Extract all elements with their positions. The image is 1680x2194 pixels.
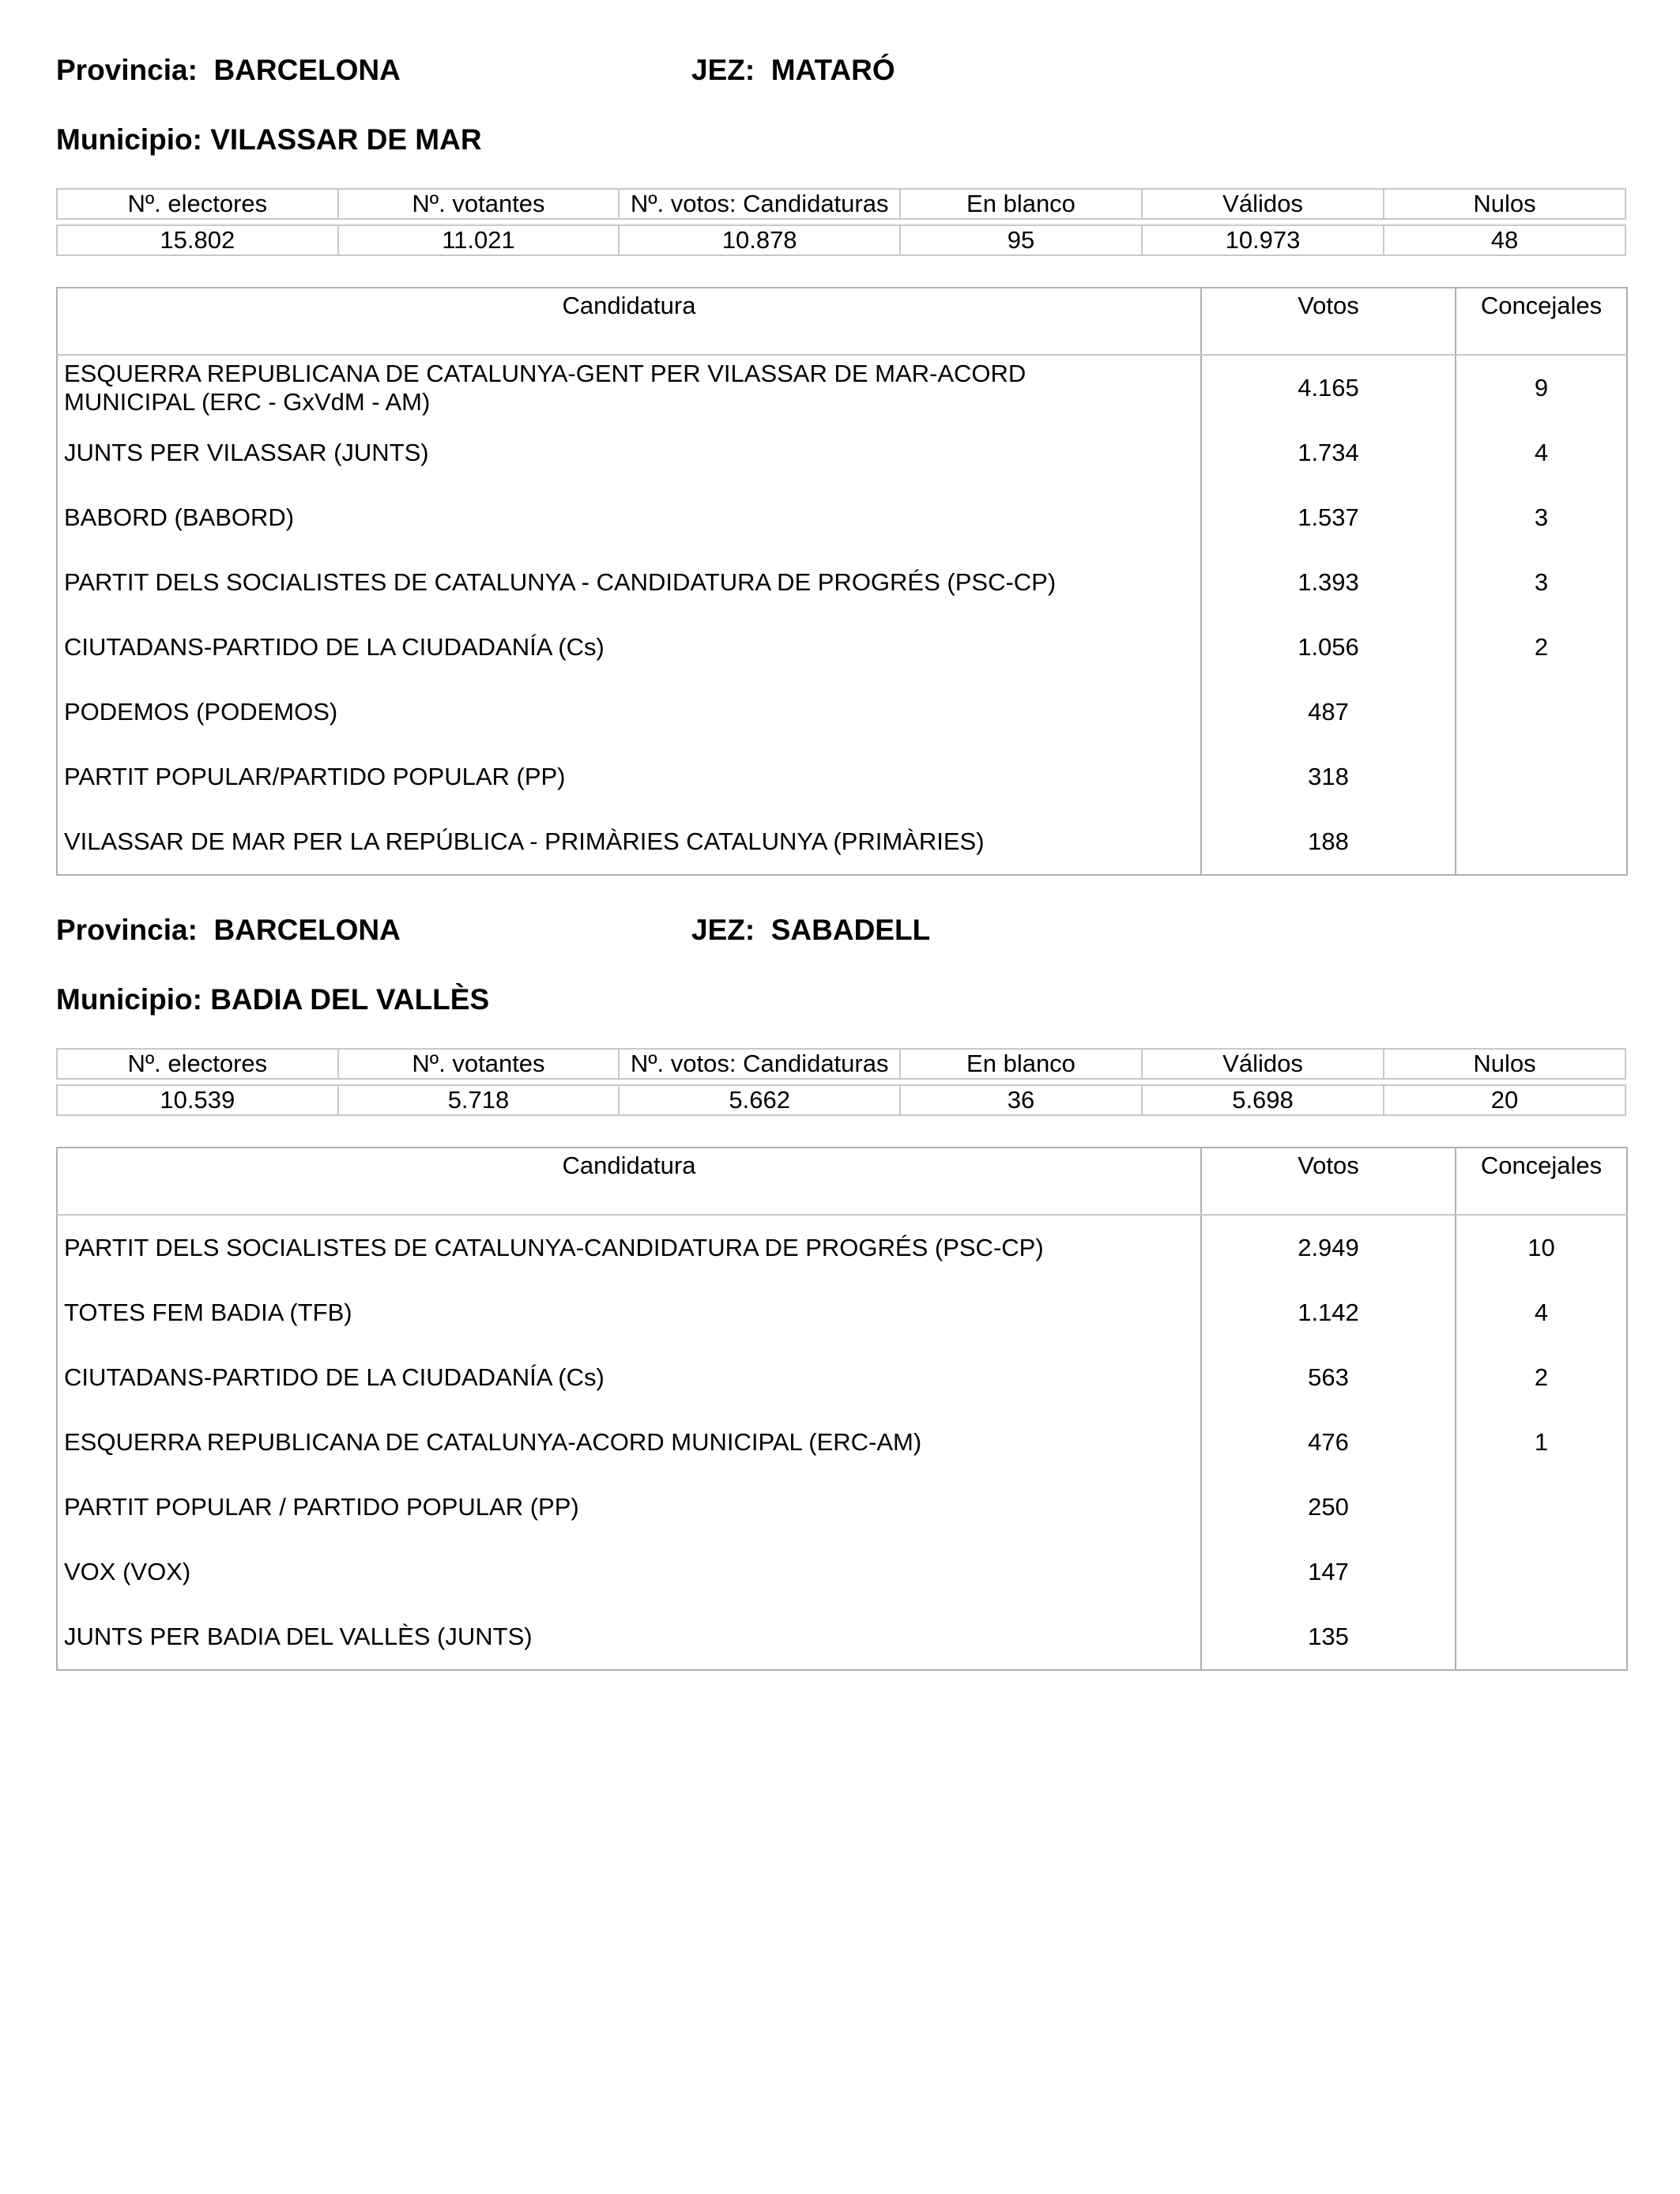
summary-header-row	[57, 1049, 1625, 1079]
candidatura-name: CIUTADANS-PARTIDO DE LA CIUDADANÍA (Cs)	[64, 1363, 605, 1391]
candidatura-name: VILASSAR DE MAR PER LA REPÚBLICA - PRIMÀRIES CATALUNYA (PRIMÀRIES)	[64, 827, 985, 855]
summary-value-cell: 95	[900, 225, 1142, 255]
municipio-heading: Municipio: BADIA DEL VALLÈS	[56, 983, 490, 1016]
concejales-value: 4	[1456, 420, 1627, 485]
candidatura-name: JUNTS PER BADIA DEL VALLÈS (JUNTS)	[64, 1623, 533, 1650]
candidatura-name: ESQUERRA REPUBLICANA DE CATALUNYA-ACORD MUNICIPAL (ERC-AM)	[64, 1428, 922, 1456]
candidaturas-table	[56, 1147, 1628, 1671]
summary-header-cell: Nº. votantes	[338, 189, 620, 219]
concejales-value	[1456, 1540, 1627, 1604]
table-row	[57, 1345, 1627, 1410]
candidatura-name: PARTIT DELS SOCIALISTES DE CATALUNYA - CANDIDATURA DE PROGRÉS (PSC-CP)	[64, 568, 1057, 596]
table-row	[57, 1475, 1627, 1540]
summary-value-cell: 15.802	[57, 225, 338, 255]
votos-value: 1.734	[1201, 420, 1456, 485]
table-row	[57, 1215, 1627, 1280]
candidatura-name: CIUTADANS-PARTIDO DE LA CIUDADANÍA (Cs)	[64, 633, 605, 661]
concejales-value: 1	[1456, 1410, 1627, 1475]
col-header-concejales: Concejales	[1456, 1148, 1627, 1215]
summary-value-cell: 48	[1384, 225, 1625, 255]
summary-header-cell: Nº. votantes	[338, 1049, 620, 1079]
concejales-value: 9	[1456, 355, 1627, 420]
summary-value-cell: 5.698	[1142, 1085, 1384, 1115]
table-row	[57, 550, 1627, 615]
votos-value: 188	[1201, 809, 1456, 875]
candidatura-name: TOTES FEM BADIA (TFB)	[64, 1299, 352, 1326]
summary-value-row	[57, 1085, 1625, 1115]
votos-value: 2.949	[1201, 1215, 1456, 1280]
summary-header-row	[57, 189, 1625, 219]
candidatura-name: JUNTS PER VILASSAR (JUNTS)	[64, 439, 429, 466]
table-row	[57, 615, 1627, 680]
candidaturas-header-row	[57, 288, 1627, 355]
table-row	[57, 745, 1627, 809]
votos-value: 4.165	[1201, 355, 1456, 420]
concejales-value	[1456, 1604, 1627, 1670]
concejales-value: 3	[1456, 485, 1627, 550]
table-row	[57, 355, 1627, 420]
candidatura-name: VOX (VOX)	[64, 1558, 191, 1585]
concejales-value	[1456, 1475, 1627, 1540]
votos-value: 135	[1201, 1604, 1456, 1670]
table-row	[57, 1280, 1627, 1345]
jez-heading: JEZ: MATARÓ	[691, 54, 895, 86]
votos-value: 1.393	[1201, 550, 1456, 615]
candidatura-name: PODEMOS (PODEMOS)	[64, 698, 338, 726]
concejales-value	[1456, 680, 1627, 745]
candidaturas-header-row	[57, 1148, 1627, 1215]
candidatura-name: BABORD (BABORD)	[64, 503, 295, 531]
votos-value: 1.537	[1201, 485, 1456, 550]
summary-value-cell: 5.662	[619, 1085, 900, 1115]
summary-header-cell: Nº. votos: Candidaturas	[619, 1049, 900, 1079]
candidaturas-table	[56, 287, 1628, 876]
concejales-value: 4	[1456, 1280, 1627, 1345]
table-row	[57, 1410, 1627, 1475]
votos-value: 476	[1201, 1410, 1456, 1475]
summary-header-cell: Nº. electores	[57, 189, 338, 219]
concejales-value	[1456, 809, 1627, 875]
concejales-value	[1456, 745, 1627, 809]
votos-value: 487	[1201, 680, 1456, 745]
summary-value-cell: 20	[1384, 1085, 1625, 1115]
summary-value-cell: 5.718	[338, 1085, 620, 1115]
summary-header-cell: Válidos	[1142, 1049, 1384, 1079]
candidatura-name: PARTIT POPULAR / PARTIDO POPULAR (PP)	[64, 1493, 579, 1521]
summary-header-cell: Nº. votos: Candidaturas	[619, 189, 900, 219]
summary-value-row	[57, 225, 1625, 255]
jez-heading: JEZ: SABADELL	[691, 914, 931, 946]
col-header-concejales: Concejales	[1456, 288, 1627, 355]
summary-header-cell: Nº. electores	[57, 1049, 338, 1079]
votos-value: 147	[1201, 1540, 1456, 1604]
table-row	[57, 1604, 1627, 1670]
municipio-heading: Municipio: VILASSAR DE MAR	[56, 123, 482, 156]
table-row	[57, 809, 1627, 875]
summary-header-cell: Nulos	[1384, 1049, 1625, 1079]
provincia-heading: Provincia: BARCELONA	[56, 914, 401, 946]
col-header-candidatura: Candidatura	[57, 288, 1201, 355]
summary-value-cell: 10.973	[1142, 225, 1384, 255]
col-header-votos: Votos	[1201, 1148, 1456, 1215]
summary-header-cell: Nulos	[1384, 189, 1625, 219]
summary-value-cell: 11.021	[338, 225, 620, 255]
table-row	[57, 485, 1627, 550]
summary-value-cell: 10.539	[57, 1085, 338, 1115]
summary-table	[56, 1048, 1626, 1116]
summary-value-cell: 10.878	[619, 225, 900, 255]
col-header-votos: Votos	[1201, 288, 1456, 355]
summary-header-cell: Válidos	[1142, 189, 1384, 219]
summary-header-cell: En blanco	[900, 189, 1142, 219]
votos-value: 563	[1201, 1345, 1456, 1410]
concejales-value: 2	[1456, 615, 1627, 680]
votos-value: 318	[1201, 745, 1456, 809]
summary-value-cell: 36	[900, 1085, 1142, 1115]
candidatura-name: PARTIT DELS SOCIALISTES DE CATALUNYA-CANDIDATURA DE PROGRÉS (PSC-CP)	[64, 1234, 1044, 1261]
table-row	[57, 680, 1627, 745]
summary-header-cell: En blanco	[900, 1049, 1142, 1079]
votos-value: 250	[1201, 1475, 1456, 1540]
concejales-value: 2	[1456, 1345, 1627, 1410]
concejales-value: 3	[1456, 550, 1627, 615]
table-row	[57, 1540, 1627, 1604]
col-header-candidatura: Candidatura	[57, 1148, 1201, 1215]
summary-table	[56, 188, 1626, 256]
votos-value: 1.142	[1201, 1280, 1456, 1345]
concejales-value: 10	[1456, 1215, 1627, 1280]
candidatura-name: PARTIT POPULAR/PARTIDO POPULAR (PP)	[64, 763, 566, 790]
votos-value: 1.056	[1201, 615, 1456, 680]
table-row	[57, 420, 1627, 485]
candidatura-name: ESQUERRA REPUBLICANA DE CATALUNYA-GENT PER VILASSAR DE MAR-ACORD MUNICIPAL (ERC - GxVdM - AM)	[64, 360, 1026, 416]
provincia-heading: Provincia: BARCELONA	[56, 54, 401, 86]
